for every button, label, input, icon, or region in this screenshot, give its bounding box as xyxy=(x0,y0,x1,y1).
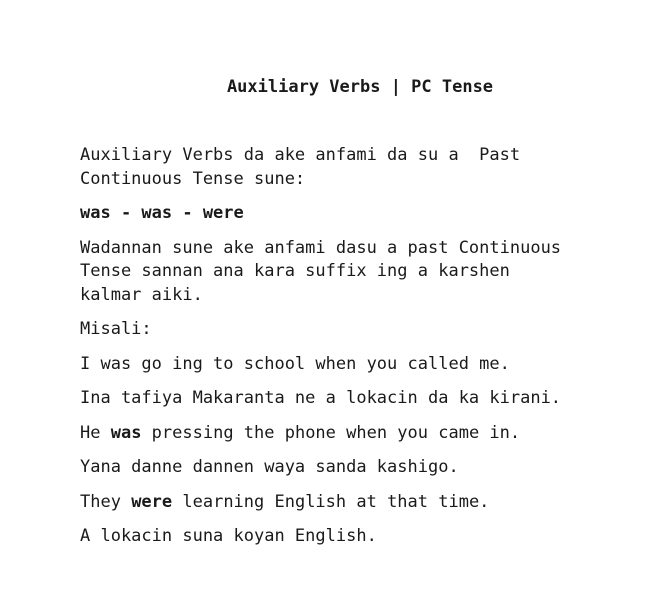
intro-line-2: Continuous Tense sune: xyxy=(80,168,306,189)
document-page xyxy=(80,76,600,549)
example-2-post: pressing the phone when you came in. xyxy=(141,422,521,443)
example-sentence-3 xyxy=(80,491,600,515)
example-sentence-2 xyxy=(80,422,600,446)
example-2-verb: was xyxy=(110,422,142,443)
intro-line-1: Auxiliary Verbs da ake anfami da su a Past xyxy=(80,145,521,165)
example-label: Misali: xyxy=(80,319,152,339)
example-translation-3: A lokacin suna koyan English. xyxy=(80,526,377,546)
explanation-line-1: Wadannan sune ake anfami dasu a past Continuous xyxy=(80,237,562,258)
page-title: Auxiliary Verbs | PC Tense xyxy=(226,77,494,97)
explanation-paragraph xyxy=(80,237,600,308)
explanation-line-2: Tense sannan ana kara suffix ing a karshen xyxy=(80,261,510,281)
intro-paragraph xyxy=(80,144,600,191)
example-3-post: learning English at that time. xyxy=(172,491,490,512)
example-sentence-1: I was go ing to school when you called me. xyxy=(80,353,510,374)
example-translation-2: Yana danne dannen waya sanda kashigo. xyxy=(80,457,459,477)
verb-forms: was - was - were xyxy=(80,203,244,223)
example-2-pre: He xyxy=(80,422,111,443)
example-translation-1: Ina tafiya Makaranta ne a lokacin da ka kirani. xyxy=(80,388,562,408)
example-3-verb: were xyxy=(131,491,173,512)
explanation-line-3: kalmar aiki. xyxy=(80,284,203,305)
example-3-pre: They xyxy=(80,491,132,512)
